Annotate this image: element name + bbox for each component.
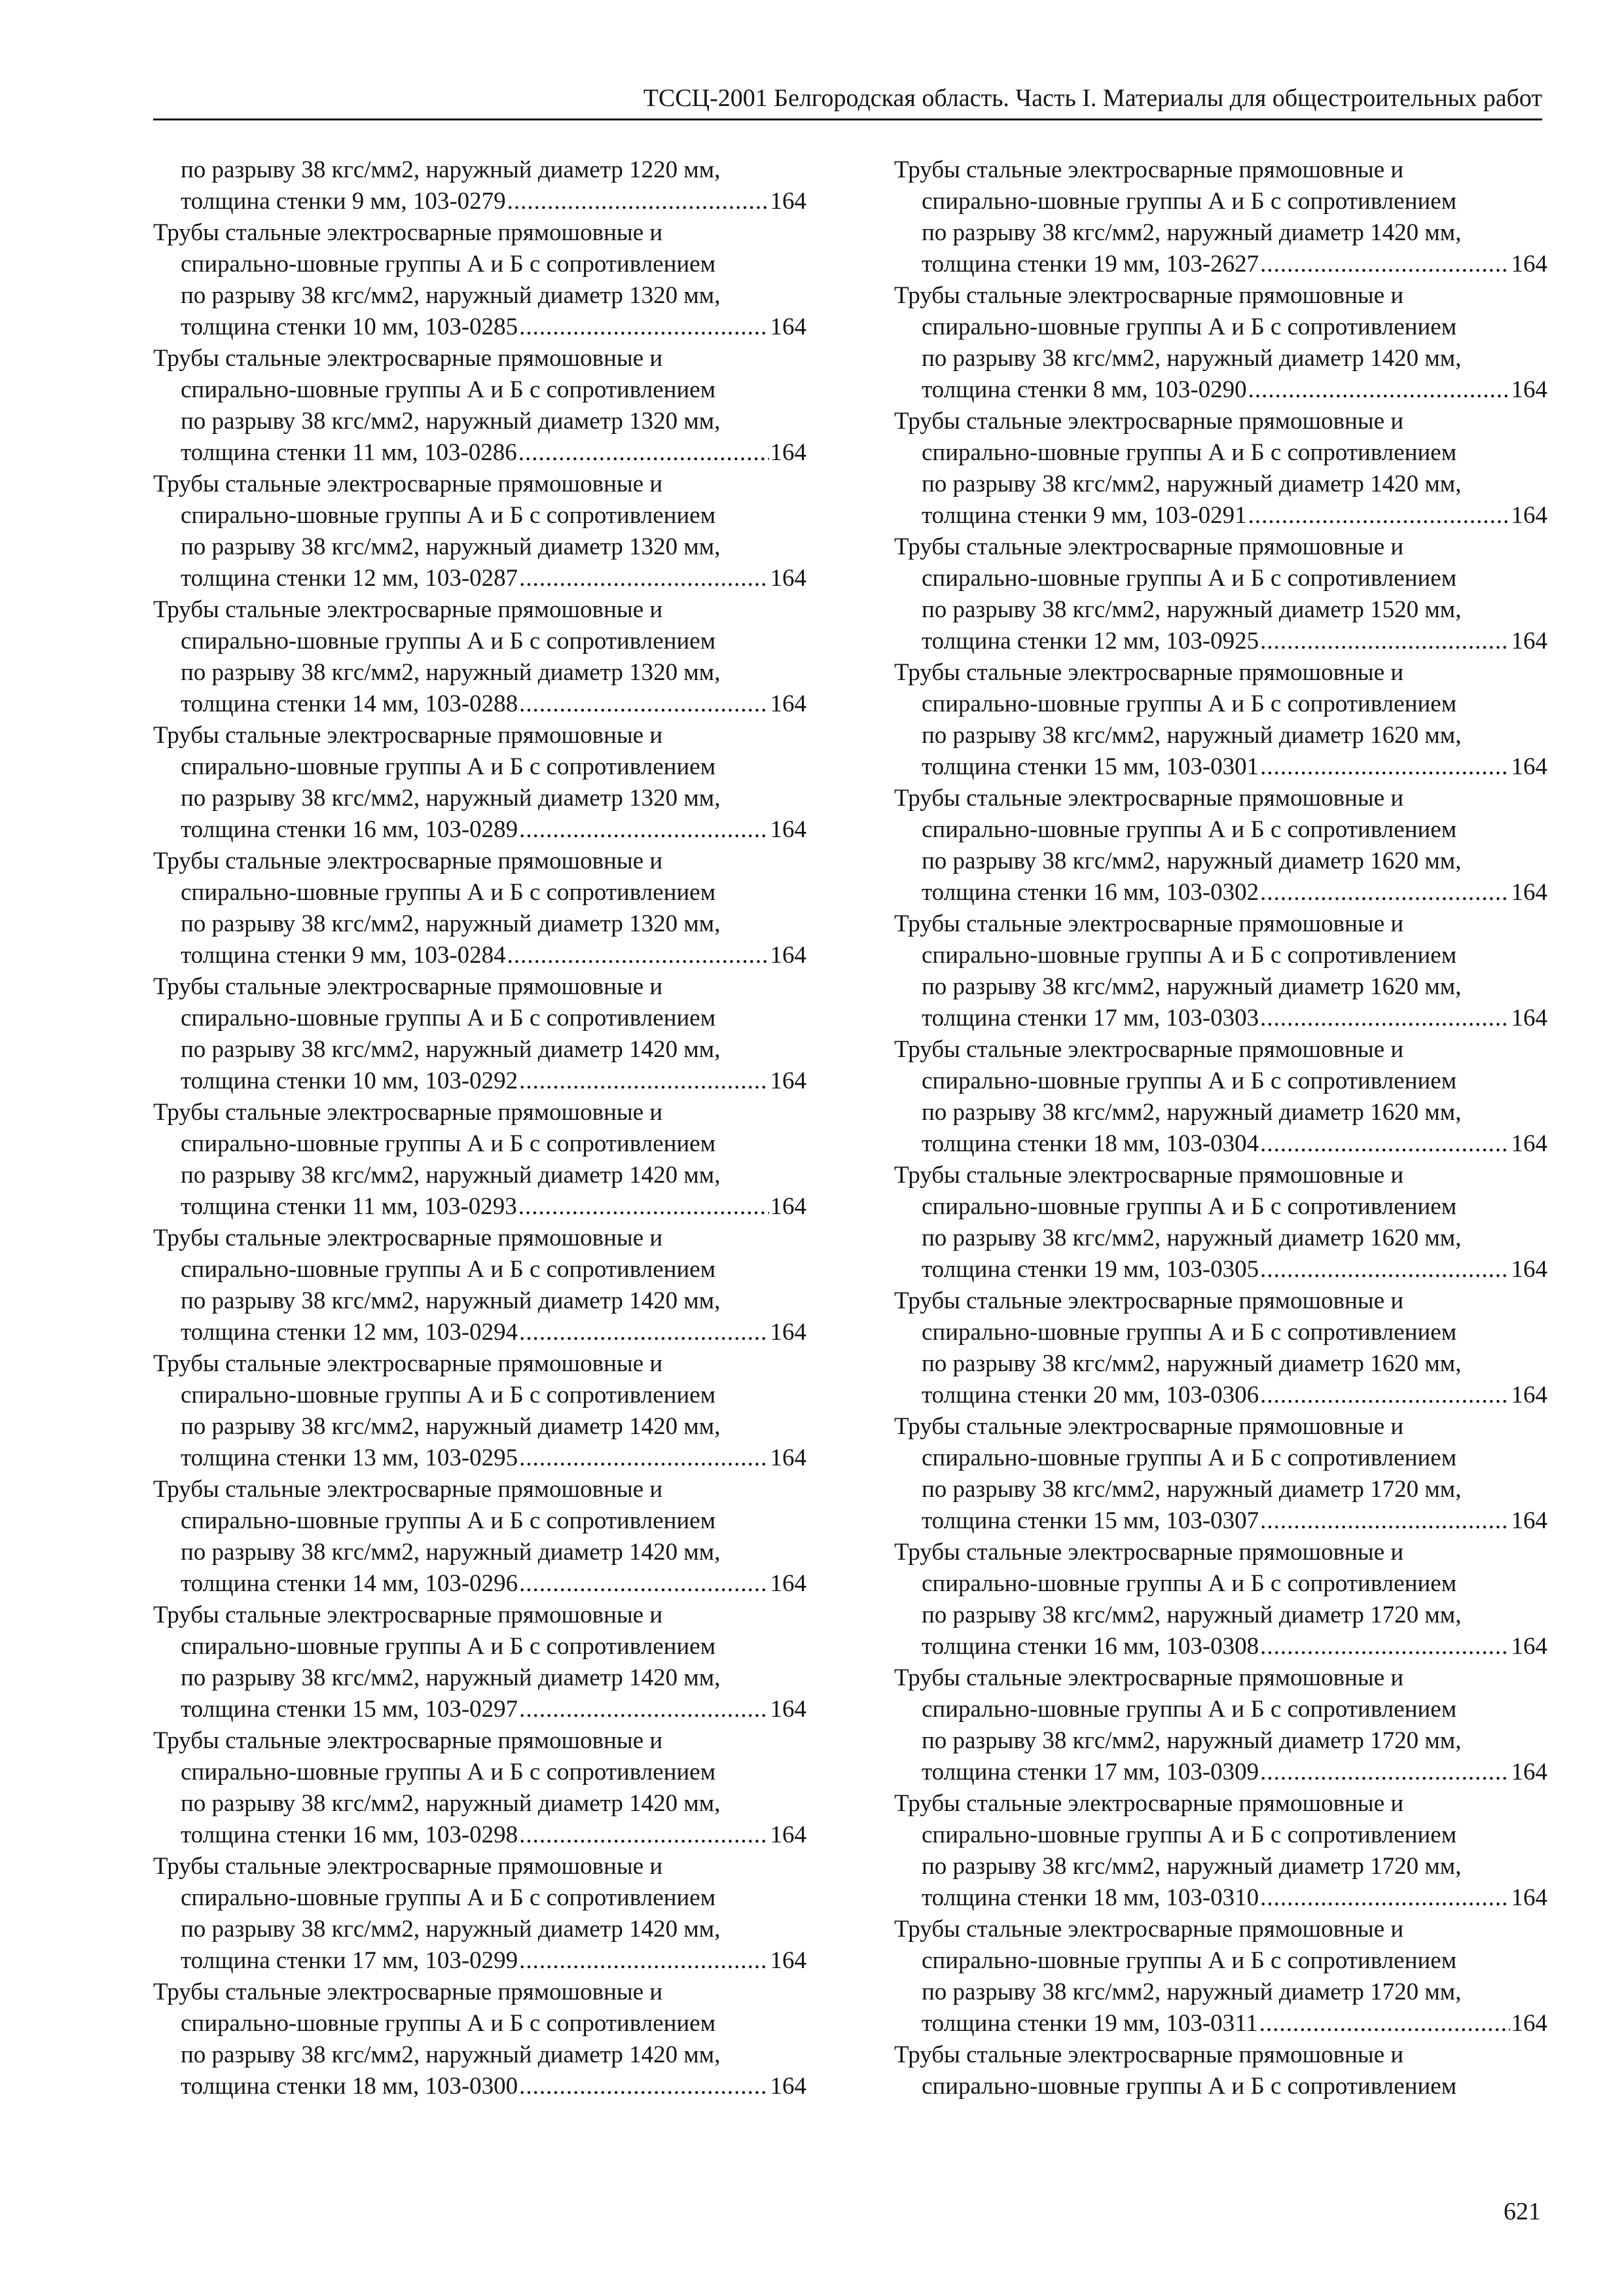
index-entry-heading: Трубы стальные электросварные прямошовные и (894, 1916, 1404, 1943)
index-entry-last-line (894, 1757, 1547, 1788)
index-entry-continuation: по разрыву 38 кгс/мм2, наружный диаметр 1620 мм, (922, 973, 1462, 1000)
dot-leader (518, 437, 769, 469)
index-entry-heading: Трубы стальные электросварные прямошовные и (153, 1602, 663, 1628)
index-entry-page-ref: 164 (1511, 1256, 1547, 1283)
dot-leader (1260, 1757, 1509, 1788)
index-entry-text: толщина стенки 12 мм, 103-0294 (181, 1319, 518, 1346)
index-entry-continuation: по разрыву 38 кгс/мм2, наружный диаметр 1720 мм, (922, 1979, 1462, 2005)
index-entry-last-line (153, 186, 806, 217)
index-entry-heading: Трубы стальные электросварные прямошовные и (894, 1162, 1404, 1189)
index-entry-heading: Трубы стальные электросварные прямошовные и (153, 1225, 663, 1251)
index-entry-heading: Трубы стальные электросварные прямошовные и (153, 1350, 663, 1377)
index-entry-text: толщина стенки 17 мм, 103-0309 (922, 1759, 1259, 1785)
index-entry-continuation: спирально-шовные группы А и Б с сопротивлением (181, 1382, 716, 1408)
index-entry-page-ref: 164 (1511, 628, 1547, 655)
index-entry-text: толщина стенки 16 мм, 103-0298 (181, 1821, 518, 1848)
dot-leader (1260, 877, 1509, 908)
index-entry-page-ref: 164 (770, 439, 806, 466)
index-entry-page-ref: 164 (770, 1947, 806, 1974)
index-entry-page-ref: 164 (770, 1570, 806, 1597)
index-entry-continuation: спирально-шовные группы А и Б с сопротивлением (922, 1193, 1457, 1220)
index-entry-continuation: по разрыву 38 кгс/мм2, наружный диаметр 1420 мм, (181, 1539, 721, 1566)
index-entry-last-line (153, 2071, 806, 2102)
index-entry-text: толщина стенки 15 мм, 103-0301 (922, 753, 1259, 780)
dot-leader (519, 1945, 768, 1977)
index-entry-continuation: по разрыву 38 кгс/мм2, наружный диаметр 1420 мм, (922, 471, 1462, 497)
index-entry-continuation: по разрыву 38 кгс/мм2, наружный диаметр 1720 мм, (922, 1727, 1462, 1754)
index-entry-text: толщина стенки 9 мм, 103-0279 (181, 188, 506, 215)
index-entry-text: толщина стенки 10 мм, 103-0285 (181, 314, 518, 340)
index-entry-heading: Трубы стальные электросварные прямошовные и (894, 156, 1404, 183)
index-entry-heading: Трубы стальные электросварные прямошовные и (153, 1979, 663, 2005)
index-entry-text: толщина стенки 15 мм, 103-0297 (181, 1696, 518, 1723)
index-entry-heading: Трубы стальные электросварные прямошовные и (153, 1853, 663, 1880)
index-entry-heading: Трубы стальные электросварные прямошовные и (153, 1476, 663, 1503)
index-entry-heading: Трубы стальные электросварные прямошовные и (894, 1036, 1404, 1063)
index-entry-continuation: спирально-шовные группы А и Б с сопротивлением (181, 1759, 716, 1785)
dot-leader (1260, 751, 1509, 783)
page-number: 621 (1504, 2198, 1541, 2225)
index-entry-last-line (894, 1128, 1547, 1160)
index-entry-continuation: спирально-шовные группы А и Б с сопротивлением (181, 628, 716, 655)
index-entry-heading: Трубы стальные электросварные прямошовные и (153, 1727, 663, 1754)
index-entry-page-ref: 164 (770, 691, 806, 717)
dot-leader (1260, 1505, 1509, 1537)
index-entry-text: толщина стенки 16 мм, 103-0302 (922, 879, 1259, 906)
index-entry-heading: Трубы стальные электросварные прямошовные и (894, 408, 1404, 435)
index-entry-continuation: спирально-шовные группы А и Б с сопротивлением (922, 1947, 1457, 1974)
index-entry-text: толщина стенки 19 мм, 103-0311 (922, 2010, 1258, 2037)
index-entry-continuation: по разрыву 38 кгс/мм2, наружный диаметр 1320 мм, (181, 659, 721, 686)
index-entry-continuation: спирально-шовные группы А и Б с сопротивлением (922, 816, 1457, 843)
index-entry-continuation: по разрыву 38 кгс/мм2, наружный диаметр 1420 мм, (181, 1036, 721, 1063)
index-entry-text: толщина стенки 19 мм, 103-2627 (922, 251, 1259, 278)
index-entry-text: толщина стенки 16 мм, 103-0289 (181, 816, 518, 843)
index-entry-text: толщина стенки 9 мм, 103-0284 (181, 942, 506, 969)
index-entry-continuation: по разрыву 38 кгс/мм2, наружный диаметр 1320 мм, (181, 408, 721, 435)
index-entry-page-ref: 164 (1511, 2010, 1547, 2037)
index-entry-continuation: спирально-шовные группы А и Б с сопротивлением (922, 2073, 1457, 2100)
index-entry-page-ref: 164 (1511, 1005, 1547, 1031)
index-entry-continuation: по разрыву 38 кгс/мм2, наружный диаметр 1620 мм, (922, 1225, 1462, 1251)
index-entry-page-ref: 164 (1511, 1507, 1547, 1534)
index-entry-page-ref: 164 (1511, 879, 1547, 906)
index-entry-page-ref: 164 (1511, 376, 1547, 403)
header-rule (153, 118, 1542, 120)
index-entry-continuation: спирально-шовные группы А и Б с сопротивлением (181, 753, 716, 780)
dot-leader (1248, 374, 1510, 406)
index-entry-last-line (153, 1568, 806, 1600)
index-entry-page-ref: 164 (770, 188, 806, 215)
index-entry-page-ref: 164 (1511, 1633, 1547, 1660)
index-entry-page-ref: 164 (770, 565, 806, 592)
index-entry-continuation: спирально-шовные группы А и Б с сопротивлением (922, 1821, 1457, 1848)
dot-leader (1260, 1882, 1509, 1914)
index-entry-continuation: спирально-шовные группы А и Б с сопротивлением (922, 1319, 1457, 1346)
index-entry-page-ref: 164 (1511, 753, 1547, 780)
dot-leader (519, 1568, 768, 1600)
index-entry-page-ref: 164 (770, 1319, 806, 1346)
index-entry-page-ref: 164 (1511, 1884, 1547, 1911)
index-entry-heading: Трубы стальные электросварные прямошовные и (894, 282, 1404, 309)
index-entry-last-line (153, 1066, 806, 1097)
index-entry-continuation: по разрыву 38 кгс/мм2, наружный диаметр 1520 мм, (922, 596, 1462, 623)
index-entry-last-line (153, 563, 806, 594)
index-entry-text: толщина стенки 18 мм, 103-0304 (922, 1130, 1259, 1157)
index-entry-text: толщина стенки 9 мм, 103-0291 (922, 502, 1247, 529)
index-entry-continuation: по разрыву 38 кгс/мм2, наружный диаметр 1320 мм, (181, 910, 721, 937)
index-entry-continuation: спирально-шовные группы А и Б с сопротивлением (181, 1884, 716, 1911)
index-entry-text: толщина стенки 12 мм, 103-0287 (181, 565, 518, 592)
index-entry-text: толщина стенки 15 мм, 103-0307 (922, 1507, 1259, 1534)
index-entry-continuation: спирально-шовные группы А и Б с сопротивлением (181, 1507, 716, 1534)
index-entry-last-line (894, 1380, 1547, 1411)
index-entry-last-line (894, 1003, 1547, 1034)
index-entry-continuation: по разрыву 38 кгс/мм2, наружный диаметр 1720 мм, (922, 1853, 1462, 1880)
index-entry-last-line (153, 1820, 806, 1851)
index-entry-heading: Трубы стальные электросварные прямошовные и (153, 471, 663, 497)
index-entry-continuation: спирально-шовные группы А и Б с сопротивлением (181, 2010, 716, 2037)
index-entry-heading: Трубы стальные электросварные прямошовные и (153, 722, 663, 749)
index-entry-continuation: по разрыву 38 кгс/мм2, наружный диаметр 1420 мм, (922, 219, 1462, 246)
index-entry-last-line (894, 1631, 1547, 1662)
index-entry-page-ref: 164 (1511, 1759, 1547, 1785)
index-entry-last-line (153, 1443, 806, 1474)
dot-leader (507, 940, 769, 971)
index-entry-last-line (894, 249, 1547, 280)
index-entry-last-line (153, 1317, 806, 1348)
index-entry-continuation: по разрыву 38 кгс/мм2, наружный диаметр 1220 мм, (181, 156, 721, 183)
index-entry-page-ref: 164 (770, 1067, 806, 1094)
index-entry-continuation: по разрыву 38 кгс/мм2, наружный диаметр 1420 мм, (181, 1413, 721, 1440)
index-entry-heading: Трубы стальные электросварные прямошовные и (894, 1539, 1404, 1566)
index-entry-last-line (894, 626, 1547, 657)
index-entry-heading: Трубы стальные электросварные прямошовные и (153, 596, 663, 623)
dot-leader (1260, 1380, 1509, 1411)
index-entry-continuation: спирально-шовные группы А и Б с сопротивлением (181, 251, 716, 278)
index-entry-continuation: по разрыву 38 кгс/мм2, наружный диаметр 1420 мм, (181, 2041, 721, 2068)
index-entry-text: толщина стенки 18 мм, 103-0310 (922, 1884, 1259, 1911)
index-column-right (894, 154, 1547, 2102)
index-entry-continuation: спирально-шовные группы А и Б с сопротивлением (181, 1005, 716, 1031)
index-entry-continuation: спирально-шовные группы А и Б с сопротивлением (181, 879, 716, 906)
index-entry-last-line (153, 1945, 806, 1977)
index-entry-continuation: по разрыву 38 кгс/мм2, наружный диаметр 1420 мм, (181, 1664, 721, 1691)
index-entry-last-line (153, 689, 806, 720)
index-entry-last-line (894, 1505, 1547, 1537)
dot-leader (519, 1694, 768, 1725)
dot-leader (519, 563, 768, 594)
index-entry-heading: Трубы стальные электросварные прямошовные и (894, 1413, 1404, 1440)
index-entry-heading: Трубы стальные электросварные прямошовные и (153, 848, 663, 874)
index-entry-last-line (153, 1191, 806, 1223)
dot-leader (1260, 249, 1509, 280)
index-entry-continuation: по разрыву 38 кгс/мм2, наружный диаметр 1320 мм, (181, 533, 721, 560)
index-entry-text: толщина стенки 20 мм, 103-0306 (922, 1382, 1259, 1408)
index-entry-last-line (153, 437, 806, 469)
index-entry-page-ref: 164 (1511, 502, 1547, 529)
index-entry-text: толщина стенки 19 мм, 103-0305 (922, 1256, 1259, 1283)
index-entry-text: толщина стенки 8 мм, 103-0290 (922, 376, 1247, 403)
index-entry-continuation: по разрыву 38 кгс/мм2, наружный диаметр 1620 мм, (922, 1099, 1462, 1126)
index-entry-continuation: по разрыву 38 кгс/мм2, наружный диаметр 1420 мм, (922, 345, 1462, 372)
index-entry-continuation: спирально-шовные группы А и Б с сопротивлением (922, 1067, 1457, 1094)
index-entry-continuation: спирально-шовные группы А и Б с сопротивлением (922, 1444, 1457, 1471)
index-entry-continuation: по разрыву 38 кгс/мм2, наружный диаметр 1620 мм, (922, 1350, 1462, 1377)
dot-leader (519, 1066, 768, 1097)
index-entry-last-line (894, 751, 1547, 783)
index-entry-continuation: по разрыву 38 кгс/мм2, наружный диаметр 1420 мм, (181, 1790, 721, 1817)
index-entry-continuation: спирально-шовные группы А и Б с сопротивлением (922, 314, 1457, 340)
index-entry-text: толщина стенки 17 мм, 103-0299 (181, 1947, 518, 1974)
index-entry-continuation: спирально-шовные группы А и Б с сопротивлением (922, 691, 1457, 717)
index-entry-page-ref: 164 (1511, 1130, 1547, 1157)
index-entry-last-line (894, 877, 1547, 908)
index-entry-text: толщина стенки 18 мм, 103-0300 (181, 2073, 518, 2100)
index-entry-page-ref: 164 (770, 1696, 806, 1723)
index-entry-page-ref: 164 (770, 1821, 806, 1848)
index-entry-heading: Трубы стальные электросварные прямошовные и (894, 1664, 1404, 1691)
index-entry-heading: Трубы стальные электросварные прямошовные и (153, 1099, 663, 1126)
index-entry-continuation: по разрыву 38 кгс/мм2, наружный диаметр 1420 мм, (181, 1162, 721, 1189)
dot-leader (519, 312, 768, 343)
dot-leader (518, 1191, 769, 1223)
index-entry-heading: Трубы стальные электросварные прямошовные и (894, 533, 1404, 560)
index-entry-page-ref: 164 (770, 2073, 806, 2100)
index-entry-continuation: по разрыву 38 кгс/мм2, наружный диаметр 1320 мм, (181, 282, 721, 309)
dot-leader (519, 689, 768, 720)
index-entry-heading: Трубы стальные электросварные прямошовные и (894, 1287, 1404, 1314)
dot-leader (1260, 1128, 1509, 1160)
index-entry-page-ref: 164 (770, 816, 806, 843)
dot-leader (519, 814, 768, 846)
dot-leader (519, 1443, 768, 1474)
index-entry-last-line (153, 814, 806, 846)
index-entry-page-ref: 164 (1511, 251, 1547, 278)
index-entry-heading: Трубы стальные электросварные прямошовные и (153, 345, 663, 372)
index-entry-page-ref: 164 (770, 1444, 806, 1471)
dot-leader (519, 1820, 768, 1851)
index-entry-text: толщина стенки 11 мм, 103-0293 (181, 1193, 517, 1220)
index-entry-last-line (153, 1694, 806, 1725)
dot-leader (1260, 1254, 1509, 1285)
index-entry-heading: Трубы стальные электросварные прямошовные и (894, 659, 1404, 686)
index-entry-last-line (894, 1254, 1547, 1285)
index-entry-continuation: по разрыву 38 кгс/мм2, наружный диаметр 1320 мм, (181, 785, 721, 812)
index-entry-continuation: спирально-шовные группы А и Б с сопротивлением (922, 942, 1457, 969)
index-entry-text: толщина стенки 12 мм, 103-0925 (922, 628, 1259, 655)
index-entry-page-ref: 164 (770, 314, 806, 340)
dot-leader (519, 1317, 768, 1348)
dot-leader (1260, 1003, 1509, 1034)
index-entry-continuation: по разрыву 38 кгс/мм2, наружный диаметр 1620 мм, (922, 722, 1462, 749)
running-header: ТССЦ-2001 Белгородская область. Часть I. Материалы для общестроительных работ (643, 84, 1542, 112)
index-entry-continuation: спирально-шовные группы А и Б с сопротивлением (922, 188, 1457, 215)
index-entry-heading: Трубы стальные электросварные прямошовные и (894, 2041, 1404, 2068)
index-entry-continuation: спирально-шовные группы А и Б с сопротивлением (181, 1130, 716, 1157)
index-entry-continuation: спирально-шовные группы А и Б с сопротивлением (922, 1696, 1457, 1723)
index-entry-continuation: по разрыву 38 кгс/мм2, наружный диаметр 1420 мм, (181, 1287, 721, 1314)
dot-leader (1259, 2008, 1510, 2039)
index-entry-continuation: спирально-шовные группы А и Б с сопротивлением (181, 1633, 716, 1660)
dot-leader (507, 186, 769, 217)
index-entry-continuation: спирально-шовные группы А и Б с сопротивлением (181, 502, 716, 529)
index-entry-text: толщина стенки 14 мм, 103-0296 (181, 1570, 518, 1597)
index-entry-page-ref: 164 (770, 1193, 806, 1220)
index-entry-continuation: по разрыву 38 кгс/мм2, наружный диаметр 1720 мм, (922, 1602, 1462, 1628)
index-entry-text: толщина стенки 17 мм, 103-0303 (922, 1005, 1259, 1031)
index-entry-last-line (894, 500, 1547, 531)
index-entry-text: толщина стенки 13 мм, 103-0295 (181, 1444, 518, 1471)
dot-leader (1260, 1631, 1509, 1662)
index-entry-continuation: по разрыву 38 кгс/мм2, наружный диаметр 1620 мм, (922, 848, 1462, 874)
index-entry-last-line (153, 940, 806, 971)
index-entry-last-line (894, 374, 1547, 406)
index-entry-heading: Трубы стальные электросварные прямошовные и (153, 973, 663, 1000)
index-column-left (153, 154, 806, 2102)
index-entry-continuation: спирально-шовные группы А и Б с сопротивлением (922, 439, 1457, 466)
index-entry-continuation: спирально-шовные группы А и Б с сопротивлением (181, 376, 716, 403)
dot-leader (1248, 500, 1510, 531)
index-entry-heading: Трубы стальные электросварные прямошовные и (894, 785, 1404, 812)
index-entry-continuation: спирально-шовные группы А и Б с сопротивлением (922, 565, 1457, 592)
index-entry-continuation: спирально-шовные группы А и Б с сопротивлением (181, 1256, 716, 1283)
index-entry-page-ref: 164 (770, 942, 806, 969)
index-entry-text: толщина стенки 10 мм, 103-0292 (181, 1067, 518, 1094)
index-entry-continuation: по разрыву 38 кгс/мм2, наружный диаметр 1420 мм, (181, 1916, 721, 1943)
index-entry-text: толщина стенки 11 мм, 103-0286 (181, 439, 517, 466)
index-entry-heading: Трубы стальные электросварные прямошовные и (894, 910, 1404, 937)
index-entry-text: толщина стенки 16 мм, 103-0308 (922, 1633, 1259, 1660)
index-entry-text: толщина стенки 14 мм, 103-0288 (181, 691, 518, 717)
index-entry-last-line (153, 312, 806, 343)
dot-leader (1260, 626, 1509, 657)
dot-leader (519, 2071, 768, 2102)
index-entry-heading: Трубы стальные электросварные прямошовные и (153, 219, 663, 246)
index-entry-page-ref: 164 (1511, 1382, 1547, 1408)
index-entry-heading: Трубы стальные электросварные прямошовные и (894, 1790, 1404, 1817)
index-entry-last-line (894, 2008, 1547, 2039)
index-entry-last-line (894, 1882, 1547, 1914)
index-entry-continuation: по разрыву 38 кгс/мм2, наружный диаметр 1720 мм, (922, 1476, 1462, 1503)
index-entry-continuation: спирально-шовные группы А и Б с сопротивлением (922, 1570, 1457, 1597)
